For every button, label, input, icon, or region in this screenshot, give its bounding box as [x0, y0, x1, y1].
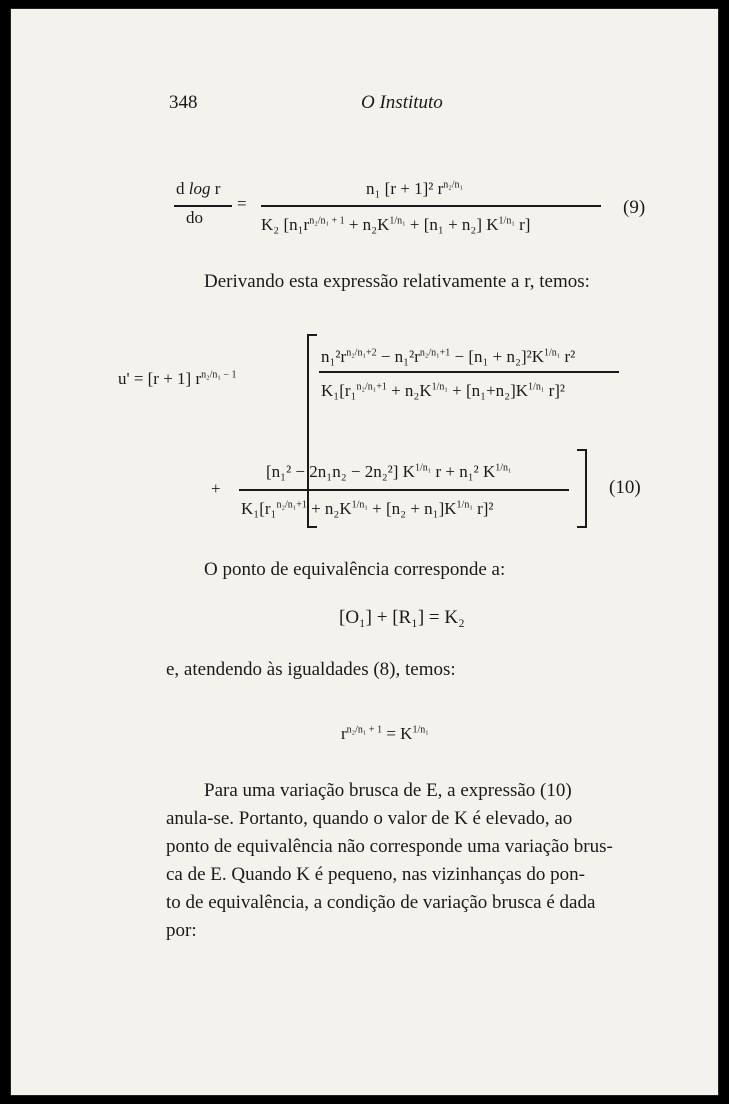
para-line-1: Para uma variação brusca de E, a expressão (10): [204, 780, 572, 801]
eq10-lhs: u' = [r + 1] $r^{n_2/n_1 - 1}$: [118, 369, 237, 388]
eq10-number: (10): [609, 477, 641, 498]
eq-r-power: $r^{n_2/n_1 + 1} = K^{1/n_1}$: [341, 724, 429, 743]
eq10-plus: +: [211, 479, 221, 498]
eq9-rhs-denominator: K₂ [$n_1r^{n_2/n_1 + 1} + n_2K^{1/n_1} + [n_1 + n_2]$ $K^{1/n_1}$ r]: [261, 215, 531, 234]
eq9-rhs-fraction-bar: [261, 205, 601, 207]
eq10-term2-numerator: [n₁² − 2n₁n₂ − 2n₂²] $K^{1/n_1}$ r + n₁² $K^{1/n_1}$: [266, 462, 512, 481]
eq-equivalence-point: [O₁] + [R₁] = K₂: [339, 607, 465, 628]
eq10-term1-numerator: $n_1^2r^{n_2/n_1+2} - n_1^2r^{n_2/n_1+1} - [n_1 + n_2]^2K^{1/n_1}$ r²: [321, 347, 576, 366]
para-line-5: to de equivalência, a condição de variação brusca é dada: [166, 892, 596, 913]
eq10-right-bracket: [577, 449, 587, 528]
eq9-lhs-denominator: do: [186, 208, 203, 227]
running-title: O Instituto: [361, 92, 443, 113]
text-ponto-equivalencia: O ponto de equivalência corresponde a:: [204, 559, 506, 580]
eq9-equals: =: [237, 194, 247, 213]
eq9-lhs-fraction-bar: [174, 205, 232, 207]
eq10-term2-fraction-bar: [239, 489, 569, 491]
text-derivando: Derivando esta expressão relativamente a r, temos:: [204, 271, 590, 292]
eq9-rhs-numerator: n₁ [r + 1]² $r^{n_2/n_1}$: [366, 179, 464, 198]
para-line-4: ca de E. Quando K é pequeno, nas vizinhanças do pon-: [166, 864, 585, 885]
eq10-term1-denominator: $K_1[r_1^{n_2/n_1+1} + n_2K^{1/n_1} + [n_1+n_2]K^{1/n_1}$ r]²: [321, 381, 565, 400]
eq10-term2-denominator: $K_1[r_1^{n_2/n_1+1} + n_2K^{1/n_1} + [n_2 + n_1]K^{1/n_1}$ r]²: [241, 499, 494, 518]
text-atendendo: e, atendendo às igualdades (8), temos:: [166, 659, 456, 680]
eq10-term1-fraction-bar: [319, 371, 619, 373]
para-line-3: ponto de equivalência não corresponde uma variação brus-: [166, 836, 613, 857]
eq9-number: (9): [623, 197, 646, 218]
eq9-lhs-numerator: d log r: [176, 179, 221, 198]
page-number: 348: [169, 92, 198, 113]
para-line-6: por:: [166, 920, 197, 941]
book-page: [10, 8, 719, 1096]
para-line-2: anula-se. Portanto, quando o valor de K é elevado, ao: [166, 808, 573, 829]
paragraph-variacao: [166, 777, 636, 945]
